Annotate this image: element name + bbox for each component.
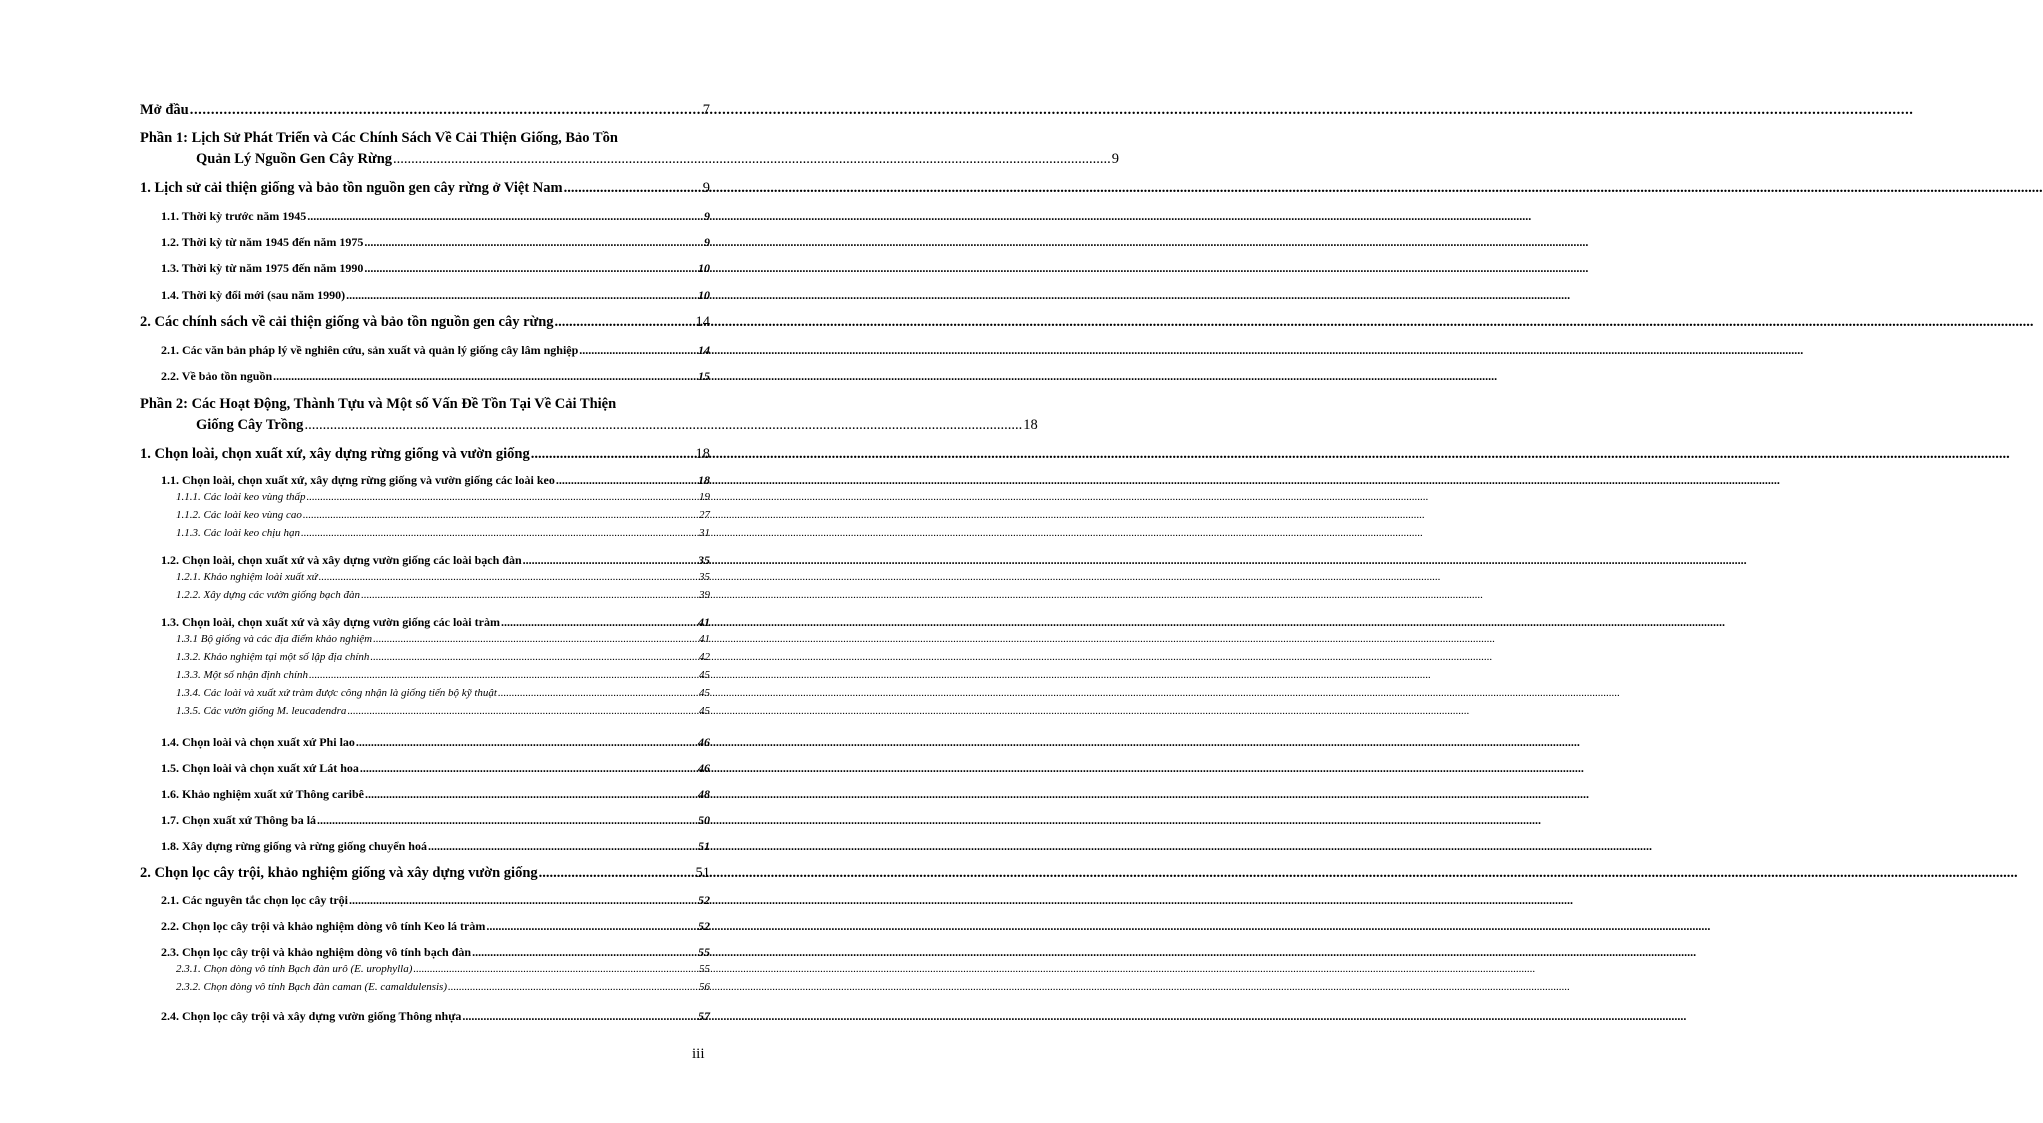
- toc-entry-p2-s2-3-2[interactable]: [140, 981, 710, 993]
- toc-entry-page: 57: [698, 1009, 710, 1023]
- dot-leader: [448, 981, 698, 993]
- toc-entry-p2-s2-3-1[interactable]: [140, 963, 710, 975]
- toc-entry-page: 46: [698, 735, 710, 749]
- toc-entry-s1-3[interactable]: [140, 261, 710, 276]
- toc-entry-title: 2.3. Chọn lọc cây trội và khảo nghiệm dòng vô tính bạch đàn: [161, 945, 472, 959]
- toc-entry-title: 2.2. Chọn lọc cây trội và khảo nghiệm dòng vô tính Keo lá tràm: [161, 919, 486, 933]
- dot-leader: [486, 919, 697, 934]
- toc-entry-page: 52: [698, 919, 710, 933]
- toc-entry-title: Mở đầu: [140, 102, 189, 118]
- dot-leader: [319, 571, 698, 583]
- table-of-contents: [140, 0, 1120, 1123]
- toc-entry-title: 1. Chọn loài, chọn xuất xứ, xây dựng rừng giống và vườn giống: [140, 446, 530, 462]
- toc-entry-page: 10: [698, 288, 710, 302]
- toc-entry-page: 15: [698, 369, 710, 383]
- toc-entry-title: 1.2.1. Khảo nghiệm loài xuất xứ: [176, 571, 318, 583]
- toc-entry-page: 50: [698, 813, 710, 827]
- toc-entry-p2-s1-3[interactable]: [140, 615, 710, 630]
- toc-entry-title: 1.1.2. Các loài keo vùng cao: [176, 509, 302, 521]
- toc-entry-title: 1.4. Thời kỳ đổi mới (sau năm 1990): [161, 288, 346, 302]
- toc-entry-p2-s2-1[interactable]: [140, 893, 710, 908]
- dot-leader: [349, 893, 697, 908]
- toc-entry-p2-s1-1-3[interactable]: [140, 527, 710, 539]
- toc-entry-title: 2.1. Các nguyên tắc chọn lọc cây trội: [161, 893, 348, 907]
- toc-entry-page: 55: [698, 945, 710, 959]
- dot-leader: [555, 314, 695, 331]
- toc-entry-page: 41: [699, 633, 710, 645]
- dot-leader: [472, 945, 697, 960]
- dot-leader: [370, 651, 698, 663]
- dot-leader: [307, 209, 703, 224]
- dot-leader: [301, 527, 698, 539]
- toc-entry-title: 1. Lịch sử cải thiện giống và bảo tồn nguồn gen cây rừng ở Việt Nam: [140, 180, 563, 196]
- toc-entry-title: 1.3.1 Bộ giống và các địa điểm khảo nghiệm: [176, 633, 373, 645]
- toc-entry-p2-s1-3-1[interactable]: [140, 633, 710, 645]
- toc-entry-s1-1[interactable]: [140, 209, 710, 224]
- toc-entry-page: 9: [1111, 151, 1120, 167]
- toc-entry-page: 10: [698, 261, 710, 275]
- toc-entry-page: 27: [699, 509, 710, 521]
- toc-entry-p2-s1-2-1[interactable]: [140, 571, 710, 583]
- dot-leader: [523, 553, 697, 568]
- toc-entry-p2-s1-7[interactable]: [140, 813, 710, 828]
- toc-entry-phan-2[interactable]: [140, 394, 1038, 436]
- toc-entry-title: 1.2. Thời kỳ từ năm 1945 đến năm 1975: [161, 235, 364, 249]
- toc-entry-title: 2.3.2. Chọn dòng vô tính Bạch đàn caman (E. camaldulensis): [176, 981, 447, 993]
- toc-entry-page: 9: [702, 180, 710, 196]
- toc-entry-page: 9: [704, 209, 710, 223]
- toc-entry-p2-s1[interactable]: [140, 446, 710, 463]
- toc-entry-p2-s1-1[interactable]: [140, 473, 710, 488]
- toc-entry-title: 1.3.5. Các vườn giống M. leucadendra: [176, 705, 347, 717]
- toc-entry-p2-s1-4[interactable]: [140, 735, 710, 750]
- dot-leader: [303, 509, 698, 521]
- toc-entry-page: 35: [698, 553, 710, 567]
- dot-leader: [556, 473, 697, 488]
- dot-leader: [428, 839, 697, 854]
- dot-leader: [531, 446, 695, 463]
- toc-entry-title: 1.2. Chọn loài, chọn xuất xứ và xây dựng vườn giống các loài bạch đàn: [161, 553, 522, 567]
- toc-entry-title: 1.1. Chọn loài, chọn xuất xứ, xây dựng rừng giống và vườn giống các loài keo: [161, 473, 555, 487]
- toc-entry-page: 45: [699, 687, 710, 699]
- toc-entry-p2-s1-3-2[interactable]: [140, 651, 710, 663]
- dot-leader: [307, 491, 698, 503]
- toc-entry-s2-1[interactable]: [140, 343, 710, 358]
- toc-entry-s2-2[interactable]: [140, 369, 710, 384]
- toc-entry-p2-s2-3[interactable]: [140, 945, 710, 960]
- toc-entry-title: 1.1. Thời kỳ trước năm 1945: [161, 209, 307, 223]
- toc-entry-page: 56: [699, 981, 710, 993]
- toc-entry-page: 14: [695, 314, 710, 330]
- toc-entry-title: 1.3. Thời kỳ từ năm 1975 đến năm 1990: [161, 261, 364, 275]
- toc-entry-page: 51: [695, 865, 710, 881]
- toc-entry-p2-s1-2[interactable]: [140, 553, 710, 568]
- toc-entry-p2-s2[interactable]: [140, 865, 710, 882]
- toc-entry-p2-s1-3-5[interactable]: [140, 705, 710, 717]
- toc-entry-p2-s1-3-3[interactable]: [140, 669, 710, 681]
- toc-entry-s1-4[interactable]: [140, 288, 710, 303]
- toc-entry-page: 19: [699, 491, 710, 503]
- toc-entry-title: 1.2.2. Xây dựng các vườn giống bạch đàn: [176, 589, 361, 601]
- toc-entry-title: 2.2. Về bảo tồn nguồn: [161, 369, 273, 383]
- dot-leader: [539, 865, 695, 882]
- toc-entry-title-line2: Giống Cây Trồng: [196, 417, 304, 433]
- toc-entry-page: 9: [704, 235, 710, 249]
- dot-leader: [273, 369, 697, 384]
- toc-entry-title-line1: Phần 1: Lịch Sử Phát Triển và Các Chính Sách Về Cải Thiện Giống, Bảo Tồn: [140, 130, 618, 146]
- toc-entry-page: 39: [699, 589, 710, 601]
- toc-entry-title-line1: Phần 2: Các Hoạt Động, Thành Tựu và Một số Vấn Đề Tồn Tại Về Cải Thiện: [140, 396, 617, 412]
- toc-entry-page: 52: [698, 893, 710, 907]
- toc-entry-p2-s1-1-1[interactable]: [140, 491, 710, 503]
- toc-entry-title: 1.8. Xây dựng rừng giống và rừng giống chuyển hoá: [161, 839, 427, 853]
- toc-entry-p2-s1-3-4[interactable]: [140, 687, 710, 699]
- dot-leader: [309, 669, 698, 681]
- toc-entry-title: 2.1. Các văn bản pháp lý về nghiên cứu, sản xuất và quản lý giống cây lâm nghiệp: [161, 343, 579, 357]
- toc-entry-title: 2.3.1. Chọn dòng vô tính Bạch đàn urô (E. urophylla): [176, 963, 413, 975]
- toc-entry-p2-s1-2-2[interactable]: [140, 589, 710, 601]
- dot-leader: [373, 633, 698, 645]
- dot-leader: [360, 761, 697, 776]
- toc-entry-title-line2: Quản Lý Nguồn Gen Cây Rừng: [196, 151, 393, 167]
- toc-entry-page: 18: [695, 446, 710, 462]
- toc-entry-page: 46: [698, 761, 710, 775]
- toc-entry-mo-dau[interactable]: [140, 102, 710, 119]
- dot-leader: [317, 813, 697, 828]
- toc-entry-page: 48: [698, 787, 710, 801]
- toc-entry-title: 2. Các chính sách về cải thiện giống và bảo tồn nguồn gen cây rừng: [140, 314, 554, 330]
- toc-entry-p2-s2-2[interactable]: [140, 919, 710, 934]
- dot-leader: [462, 1009, 697, 1024]
- page-number: iii: [692, 1046, 705, 1062]
- toc-entry-page: 51: [698, 839, 710, 853]
- toc-entry-title: 1.7. Chọn xuất xứ Thông ba lá: [161, 813, 317, 827]
- dot-leader: [579, 343, 697, 358]
- toc-entry-page: 14: [698, 343, 710, 357]
- toc-entry-phan-1[interactable]: [140, 128, 1120, 170]
- dot-leader: [501, 615, 697, 630]
- toc-entry-page: 35: [699, 571, 710, 583]
- dot-leader: [361, 589, 698, 601]
- toc-entry-title: 1.5. Chọn loài và chọn xuất xứ Lát hoa: [161, 761, 359, 775]
- toc-entry-title: 1.4. Chọn loài và chọn xuất xứ Phi lao: [161, 735, 355, 749]
- dot-leader: [356, 735, 697, 750]
- toc-entry-page: 45: [699, 669, 710, 681]
- dot-leader: [364, 235, 703, 250]
- toc-entry-title: 2. Chọn lọc cây trội, khảo nghiệm giống và xây dựng vườn giống: [140, 865, 538, 881]
- dot-leader: ......................................................................................................................................................................................................: [393, 151, 1111, 167]
- dot-leader: [564, 180, 702, 197]
- toc-entry-title: 1.6. Khảo nghiệm xuất xứ Thông caribê: [161, 787, 365, 801]
- toc-entry-page: 55: [699, 963, 710, 975]
- toc-entry-title: 1.3.2. Khảo nghiệm tại một số lập địa chính: [176, 651, 370, 663]
- toc-entry-page: 41: [698, 615, 710, 629]
- toc-entry-page: 31: [699, 527, 710, 539]
- toc-entry-page: 45: [699, 705, 710, 717]
- toc-entry-page: 18: [698, 473, 710, 487]
- toc-entry-p2-s1-8[interactable]: [140, 839, 710, 854]
- toc-entry-page: 42: [699, 651, 710, 663]
- dot-leader: [190, 102, 702, 119]
- dot-leader: [365, 787, 697, 802]
- toc-entry-page: 7: [702, 102, 710, 118]
- toc-entry-title: 2.4. Chọn lọc cây trội và xây dựng vườn giống Thông nhựa: [161, 1009, 462, 1023]
- toc-entry-title: 1.3. Chọn loài, chọn xuất xứ và xây dựng vườn giống các loài tràm: [161, 615, 500, 629]
- toc-entry-s2[interactable]: [140, 314, 710, 331]
- dot-leader: [498, 687, 698, 699]
- dot-leader: ......................................................................................................................................................................................................: [304, 417, 1023, 433]
- dot-leader: [346, 288, 697, 303]
- toc-entry-p2-s1-6[interactable]: [140, 787, 710, 802]
- dot-leader: [413, 963, 698, 975]
- toc-entry-page: 18: [1023, 417, 1038, 433]
- toc-entry-s1-2[interactable]: [140, 235, 710, 250]
- dot-leader: [364, 261, 697, 276]
- toc-entry-title: 1.1.3. Các loài keo chịu hạn: [176, 527, 301, 539]
- dot-leader: [347, 705, 698, 717]
- toc-entry-p2-s1-5[interactable]: [140, 761, 710, 776]
- toc-entry-s1[interactable]: [140, 180, 710, 197]
- toc-entry-p2-s1-1-2[interactable]: [140, 509, 710, 521]
- toc-entry-title: 1.3.3. Một số nhận định chính: [176, 669, 308, 681]
- toc-entry-title: 1.1.1. Các loài keo vùng thấp: [176, 491, 306, 503]
- toc-entry-title: 1.3.4. Các loài và xuất xứ tràm được công nhận là giống tiến bộ kỹ thuật: [176, 687, 497, 699]
- toc-entry-p2-s2-4[interactable]: [140, 1009, 710, 1024]
